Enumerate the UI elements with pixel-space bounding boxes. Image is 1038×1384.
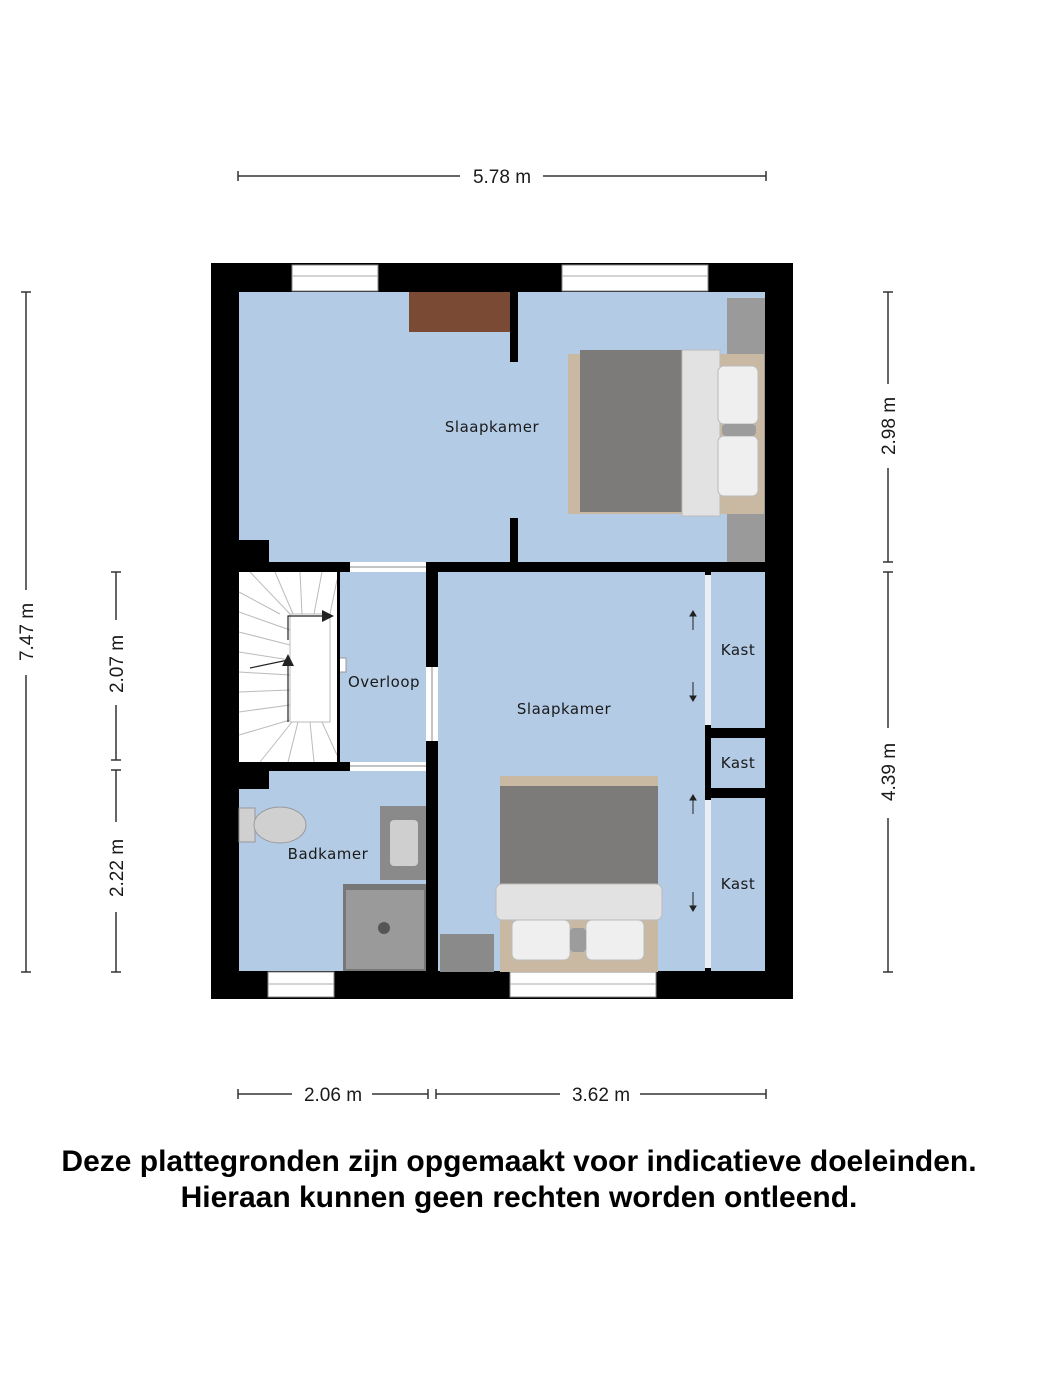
nightstand xyxy=(440,934,494,972)
wall-notch xyxy=(239,540,269,562)
bed-bottom xyxy=(496,776,662,972)
window-top-right xyxy=(562,265,708,291)
bed-top xyxy=(568,350,764,516)
desk xyxy=(409,292,510,332)
room-label-bedroom-top: Slaapkamer xyxy=(444,418,540,436)
dimension-label-bottom-right: 3.62 m xyxy=(571,1085,631,1106)
room-label-bathroom: Badkamer xyxy=(287,845,369,863)
sink xyxy=(380,806,426,880)
disclaimer-line-2: Hieraan kunnen geen rechten worden ontleend. xyxy=(180,1181,858,1214)
dimension-label-top: 5.78 m xyxy=(472,167,532,188)
disclaimer-line-1: Deze plattegronden zijn opgemaakt voor indicatieve doeleinden. xyxy=(61,1145,977,1178)
room-label-closet-3: Kast xyxy=(720,875,756,893)
dimension-label-inner-lower: 2.22 m xyxy=(107,838,128,898)
dimension-label-inner-upper: 2.07 m xyxy=(107,634,128,694)
toilet xyxy=(239,807,306,843)
disclaimer xyxy=(0,1144,1038,1216)
shower xyxy=(343,884,426,971)
room-label-closet-2: Kast xyxy=(720,754,756,772)
staircase xyxy=(239,572,346,762)
floor-landing xyxy=(339,572,426,762)
room-label-closet-1: Kast xyxy=(720,641,756,659)
dimension-label-right-upper: 2.98 m xyxy=(879,396,900,456)
wall-notch-bath xyxy=(239,771,269,789)
partition-stub-upper xyxy=(510,292,518,362)
dimension-label-bottom-left: 2.06 m xyxy=(303,1085,363,1106)
partition-stub-lower xyxy=(510,518,518,562)
dimension-label-right-lower: 4.39 m xyxy=(879,742,900,802)
window-top-left xyxy=(292,265,378,291)
room-label-bedroom-bottom: Slaapkamer xyxy=(516,700,612,718)
room-label-landing: Overloop xyxy=(347,673,421,691)
dimension-label-left: 7.47 m xyxy=(17,602,38,662)
